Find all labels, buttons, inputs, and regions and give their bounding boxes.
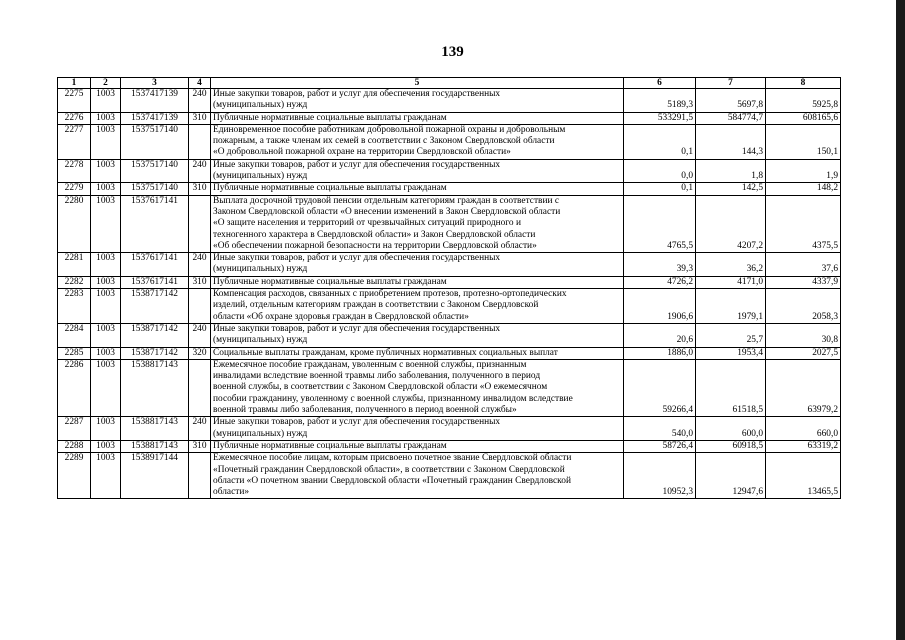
- section-code-cell: 1003: [91, 89, 121, 113]
- amount-cell-7: 60918,5: [696, 440, 766, 452]
- amount-cell-8: 1,9: [766, 159, 841, 183]
- description-line: области «Об охране здоровья граждан в Свердловской области»: [213, 311, 469, 322]
- target-article-cell: 1537517140: [121, 159, 189, 183]
- description-cell: [211, 253, 624, 277]
- row-number-cell: 2278: [58, 159, 91, 183]
- description-cell: [211, 159, 624, 183]
- description-line: техногенного характера в Свердловской области» и Закон Свердловской области: [213, 229, 536, 240]
- table-row: [58, 417, 841, 441]
- section-code-cell: 1003: [91, 440, 121, 452]
- expense-type-cell: 310: [189, 276, 211, 288]
- row-number-cell: 2279: [58, 183, 91, 195]
- description-cell: [211, 440, 624, 452]
- expense-type-cell: [189, 289, 211, 324]
- section-code-cell: 1003: [91, 159, 121, 183]
- table-row: [58, 124, 841, 159]
- description-cell: [211, 183, 624, 195]
- row-number-cell: 2288: [58, 440, 91, 452]
- description-line: военной службы, в соответствии с Законом Свердловской области «О ежемесячном: [213, 382, 548, 393]
- amount-cell-8: 608165,6: [766, 112, 841, 124]
- description-line: Социальные выплаты гражданам, кроме публичных нормативных социальных выплат: [213, 347, 558, 358]
- header-row: [58, 78, 841, 89]
- row-number-cell: 2289: [58, 453, 91, 499]
- section-code-cell: 1003: [91, 289, 121, 324]
- column-header: 2: [91, 78, 121, 89]
- row-number-cell: 2281: [58, 253, 91, 277]
- amount-cell-6: 1886,0: [624, 347, 696, 359]
- row-number-cell: 2284: [58, 323, 91, 347]
- table-row: [58, 289, 841, 324]
- amount-cell-6: 59266,4: [624, 359, 696, 416]
- description-line: Иные закупки товаров, работ и услуг для обеспечения государственных: [213, 253, 501, 264]
- target-article-cell: 1538917144: [121, 453, 189, 499]
- amount-cell-6: 1906,6: [624, 289, 696, 324]
- target-article-cell: 1538717142: [121, 347, 189, 359]
- target-article-cell: 1538717142: [121, 323, 189, 347]
- description-line: Иные закупки товаров, работ и услуг для обеспечения государственных: [213, 323, 501, 334]
- target-article-cell: 1537417139: [121, 89, 189, 113]
- column-header: 5: [211, 78, 624, 89]
- section-code-cell: 1003: [91, 323, 121, 347]
- expense-type-cell: 320: [189, 347, 211, 359]
- expense-type-cell: [189, 359, 211, 416]
- section-code-cell: 1003: [91, 183, 121, 195]
- target-article-cell: 1537617141: [121, 276, 189, 288]
- description-cell: [211, 453, 624, 499]
- section-code-cell: 1003: [91, 195, 121, 252]
- amount-cell-8: 30,8: [766, 323, 841, 347]
- description-line: (муниципальных) нужд: [213, 264, 308, 275]
- amount-cell-6: 0,1: [624, 183, 696, 195]
- budget-table: [57, 77, 841, 499]
- target-article-cell: 1538817143: [121, 417, 189, 441]
- description-line: Единовременное пособие работникам добровольной пожарной охраны и добровольным: [213, 124, 566, 135]
- description-line: Публичные нормативные социальные выплаты гражданам: [213, 440, 447, 451]
- amount-cell-7: 5697,8: [696, 89, 766, 113]
- amount-cell-8: 4337,9: [766, 276, 841, 288]
- description-line: изделий, отдельным категориям граждан в соответствии с Законом Свердловской: [213, 300, 539, 311]
- expense-type-cell: 310: [189, 112, 211, 124]
- description-line: Иные закупки товаров, работ и услуг для обеспечения государственных: [213, 89, 501, 99]
- column-header: 6: [624, 78, 696, 89]
- table-row: [58, 89, 841, 113]
- description-cell: [211, 89, 624, 113]
- page-number: 139: [441, 44, 464, 60]
- amount-cell-7: 142,5: [696, 183, 766, 195]
- section-code-cell: 1003: [91, 276, 121, 288]
- amount-cell-6: 533291,5: [624, 112, 696, 124]
- description-line: области»: [213, 487, 250, 498]
- description-line: пожарным, а также членам их семей в соответствии с Законом Свердловской области: [213, 136, 555, 147]
- amount-cell-6: 540,0: [624, 417, 696, 441]
- description-line: Иные закупки товаров, работ и услуг для обеспечения государственных: [213, 417, 501, 428]
- description-line: пособии гражданину, уволенному с военной службы, признанному инвалидом вследствие: [213, 393, 573, 404]
- description-line: «О защите населения и территорий от чрезвычайных ситуаций природного и: [213, 218, 521, 229]
- amount-cell-6: 0,0: [624, 159, 696, 183]
- description-line: военной травмы либо заболевания, полученного в период военной службы»: [213, 405, 517, 416]
- description-cell: [211, 289, 624, 324]
- target-article-cell: 1538717142: [121, 289, 189, 324]
- table-row: [58, 183, 841, 195]
- target-article-cell: 1538817143: [121, 440, 189, 452]
- amount-cell-8: 37,6: [766, 253, 841, 277]
- amount-cell-6: 10952,3: [624, 453, 696, 499]
- description-cell: [211, 359, 624, 416]
- amount-cell-7: 25,7: [696, 323, 766, 347]
- table-row: [58, 253, 841, 277]
- amount-cell-8: 148,2: [766, 183, 841, 195]
- amount-cell-7: 4171,0: [696, 276, 766, 288]
- description-line: Ежемесячное пособие гражданам, уволенным с военной службы, признанным: [213, 359, 527, 370]
- table-row: [58, 453, 841, 499]
- amount-cell-7: 36,2: [696, 253, 766, 277]
- expense-type-cell: 240: [189, 89, 211, 113]
- section-code-cell: 1003: [91, 347, 121, 359]
- amount-cell-7: 1979,1: [696, 289, 766, 324]
- target-article-cell: 1537617141: [121, 195, 189, 252]
- column-header: 3: [121, 78, 189, 89]
- amount-cell-7: 1953,4: [696, 347, 766, 359]
- description-line: «О добровольной пожарной охране на территории Свердловской области»: [213, 147, 511, 158]
- amount-cell-8: 150,1: [766, 124, 841, 159]
- description-line: (муниципальных) нужд: [213, 335, 308, 346]
- expense-type-cell: [189, 124, 211, 159]
- expense-type-cell: 310: [189, 440, 211, 452]
- table-row: [58, 440, 841, 452]
- target-article-cell: 1537417139: [121, 112, 189, 124]
- description-line: Иные закупки товаров, работ и услуг для обеспечения государственных: [213, 159, 501, 170]
- amount-cell-6: 4765,5: [624, 195, 696, 252]
- target-article-cell: 1537517140: [121, 124, 189, 159]
- table-row: [58, 323, 841, 347]
- row-number-cell: 2276: [58, 112, 91, 124]
- description-line: Компенсация расходов, связанных с приобретением протезов, протезно-ортопедических: [213, 289, 567, 300]
- row-number-cell: 2283: [58, 289, 91, 324]
- description-line: Публичные нормативные социальные выплаты гражданам: [213, 112, 447, 123]
- description-line: Публичные нормативные социальные выплаты гражданам: [213, 183, 447, 194]
- amount-cell-8: 13465,5: [766, 453, 841, 499]
- table-row: [58, 276, 841, 288]
- table-row: [58, 159, 841, 183]
- row-number-cell: 2277: [58, 124, 91, 159]
- description-cell: [211, 124, 624, 159]
- description-cell: [211, 323, 624, 347]
- table-row: [58, 347, 841, 359]
- description-line: (муниципальных) нужд: [213, 428, 308, 439]
- description-cell: [211, 276, 624, 288]
- amount-cell-7: 144,3: [696, 124, 766, 159]
- section-code-cell: 1003: [91, 417, 121, 441]
- table-row: [58, 359, 841, 416]
- column-header: 1: [58, 78, 91, 89]
- amount-cell-8: 4375,5: [766, 195, 841, 252]
- expense-type-cell: 240: [189, 253, 211, 277]
- amount-cell-7: 61518,5: [696, 359, 766, 416]
- description-line: Выплата досрочной трудовой пенсии отдельным категориям граждан в соответствии с: [213, 195, 560, 206]
- column-header: 7: [696, 78, 766, 89]
- amount-cell-7: 4207,2: [696, 195, 766, 252]
- target-article-cell: 1538817143: [121, 359, 189, 416]
- row-number-cell: 2285: [58, 347, 91, 359]
- amount-cell-8: 2027,5: [766, 347, 841, 359]
- target-article-cell: 1537617141: [121, 253, 189, 277]
- row-number-cell: 2280: [58, 195, 91, 252]
- amount-cell-7: 1,8: [696, 159, 766, 183]
- amount-cell-7: 12947,6: [696, 453, 766, 499]
- description-cell: [211, 112, 624, 124]
- description-line: (муниципальных) нужд: [213, 171, 308, 182]
- row-number-cell: 2275: [58, 89, 91, 113]
- expense-type-cell: 240: [189, 159, 211, 183]
- amount-cell-7: 600,0: [696, 417, 766, 441]
- amount-cell-8: 2058,3: [766, 289, 841, 324]
- expense-type-cell: [189, 195, 211, 252]
- expense-type-cell: 240: [189, 323, 211, 347]
- section-code-cell: 1003: [91, 124, 121, 159]
- target-article-cell: 1537517140: [121, 183, 189, 195]
- description-cell: [211, 195, 624, 252]
- amount-cell-8: 5925,8: [766, 89, 841, 113]
- row-number-cell: 2282: [58, 276, 91, 288]
- amount-cell-7: 584774,7: [696, 112, 766, 124]
- column-header: 8: [766, 78, 841, 89]
- scan-edge: [896, 0, 905, 640]
- amount-cell-6: 20,6: [624, 323, 696, 347]
- section-code-cell: 1003: [91, 359, 121, 416]
- amount-cell-6: 4726,2: [624, 276, 696, 288]
- expense-type-cell: [189, 453, 211, 499]
- table-row: [58, 112, 841, 124]
- amount-cell-8: 63319,2: [766, 440, 841, 452]
- row-number-cell: 2286: [58, 359, 91, 416]
- section-code-cell: 1003: [91, 253, 121, 277]
- amount-cell-6: 5189,3: [624, 89, 696, 113]
- section-code-cell: 1003: [91, 453, 121, 499]
- amount-cell-8: 660,0: [766, 417, 841, 441]
- table-row: [58, 195, 841, 252]
- description-line: Законом Свердловской области «О внесении изменений в Закон Свердловской области: [213, 206, 561, 217]
- description-line: «Об обеспечении пожарной безопасности на территории Свердловской области»: [213, 240, 537, 251]
- description-line: Ежемесячное пособие лицам, которым присвоено почетное звание Свердловской области: [213, 453, 572, 464]
- description-cell: [211, 347, 624, 359]
- description-line: Публичные нормативные социальные выплаты гражданам: [213, 276, 447, 287]
- amount-cell-6: 0,1: [624, 124, 696, 159]
- description-line: (муниципальных) нужд: [213, 100, 308, 111]
- amount-cell-6: 39,3: [624, 253, 696, 277]
- description-line: области «О почетном звании Свердловской области «Почетный гражданин Свердловской: [213, 475, 571, 486]
- expense-type-cell: 240: [189, 417, 211, 441]
- section-code-cell: 1003: [91, 112, 121, 124]
- expense-type-cell: 310: [189, 183, 211, 195]
- column-header: 4: [189, 78, 211, 89]
- amount-cell-8: 63979,2: [766, 359, 841, 416]
- amount-cell-6: 58726,4: [624, 440, 696, 452]
- row-number-cell: 2287: [58, 417, 91, 441]
- description-line: инвалидами вследствие военной травмы либо заболевания, полученного в период: [213, 371, 541, 382]
- description-line: «Почетный гражданин Свердловской области», в соответствии с Законом Свердловской: [213, 464, 565, 475]
- description-cell: [211, 417, 624, 441]
